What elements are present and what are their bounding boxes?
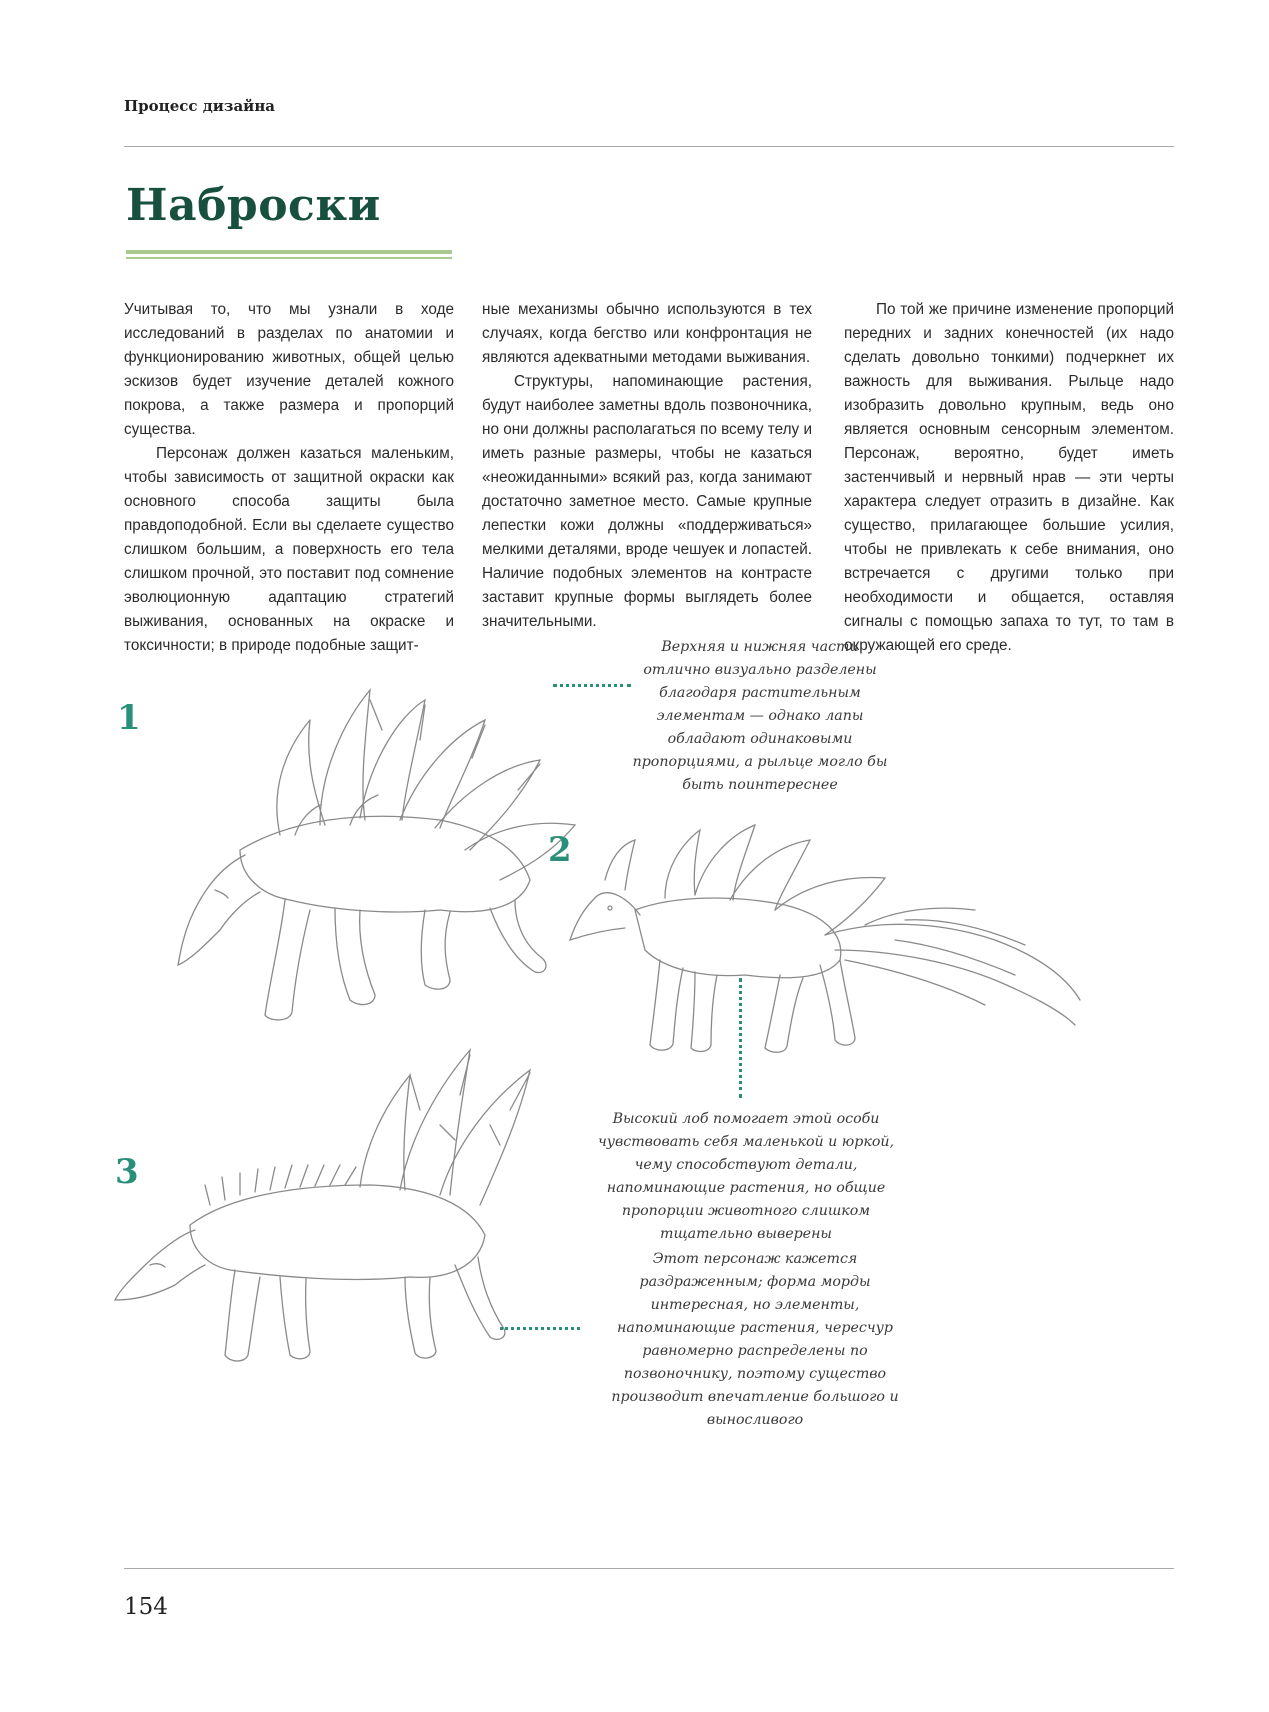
text-column-1 xyxy=(124,298,454,658)
sketch-number-2: 2 xyxy=(548,830,572,870)
running-head: Процесс дизайна xyxy=(124,97,276,115)
caption-3: Этот персонаж кажется раздраженным; форма морды интересная, но элементы, напоминающие растения, чересчур равномерно распределены по позвоночнику, поэтому существо производит впечатление большого и выносливого xyxy=(611,1251,899,1428)
callout-dots-3 xyxy=(500,1327,580,1330)
title-underline-thin xyxy=(126,257,452,259)
text-column-3 xyxy=(844,298,1174,658)
title-underline xyxy=(126,250,452,254)
text-column-2 xyxy=(482,298,812,634)
paragraph: ные механизмы обычно используются в тех случаях, когда бегство или конфронтация не являются адекватными методами выживания. xyxy=(482,301,812,366)
creature-sketch-2 xyxy=(565,800,1085,1070)
page-title: Наброски xyxy=(126,180,381,231)
callout-dots-1 xyxy=(553,684,631,687)
paragraph: Структуры, напоминающие растения, будут наиболее заметны вдоль позвоночника, но они должны располагаться по всему телу и иметь разные размеры, чтобы не казаться «неожиданными» всякий раз, когда занимают достаточно заметное место. Самые крупные лепестки кожи должны «поддерживаться» мелкими деталями, вроде чешуек и лопастей. Наличие подобных элементов на контрасте заставит крупные формы выглядеть более значительными. xyxy=(482,373,812,630)
paragraph: По той же причине изменение пропорций передних и задних конечностей (их надо сделать довольно тонкими) подчеркнет их важность для выживания. Рыльце надо изобразить довольно крупным, ведь оно является основным сенсорным элементом. Персонаж, вероятно, будет иметь застенчивый и нервный нрав — эти черты характера следует отразить в дизайне. Как существо, прилагающее большие усилия, чтобы не привлекать к себе внимания, оно встречается с другими только при необходимости и общается, оставляя сигналы с помощью запаха то тут, то там в окружающей его среде. xyxy=(844,301,1174,654)
header-rule xyxy=(124,146,1174,147)
paragraph: Учитывая то, что мы узнали в ходе исследований в разделах по анатомии и функционированию животных, общей целью эскизов будет изучение деталей кожного покрова, а также размера и пропорций существа. xyxy=(124,301,454,438)
paragraph: Персонаж должен казаться маленьким, чтобы зависимость от защитной окраски как основного способа защиты была правдоподобной. Если вы сделаете существо слишком большим, а поверхность его тела слишком прочной, это поставит под сомнение эволюционную адаптацию стратегий выживания, основанных на окраске и токсичности; в природе подобные защит- xyxy=(124,445,454,654)
caption-2: Высокий лоб помогает этой особи чувствовать себя маленькой и юркой, чему способствуют детали, напоминающие растения, но общие пропорции животного слишком тщательно выверены xyxy=(597,1111,895,1242)
sketch-number-1: 1 xyxy=(117,698,141,738)
caption-1: Верхняя и нижняя части отлично визуально разделены благодаря растительным элементам — однако лапы обладают одинаковыми пропорциями, а рыльце могло бы быть поинтереснее xyxy=(632,639,888,793)
creature-sketch-1 xyxy=(120,660,610,1050)
footer-rule xyxy=(124,1568,1174,1569)
sketch-number-3: 3 xyxy=(115,1152,139,1192)
callout-dots-2 xyxy=(739,978,742,1098)
page-number: 154 xyxy=(124,1594,168,1620)
